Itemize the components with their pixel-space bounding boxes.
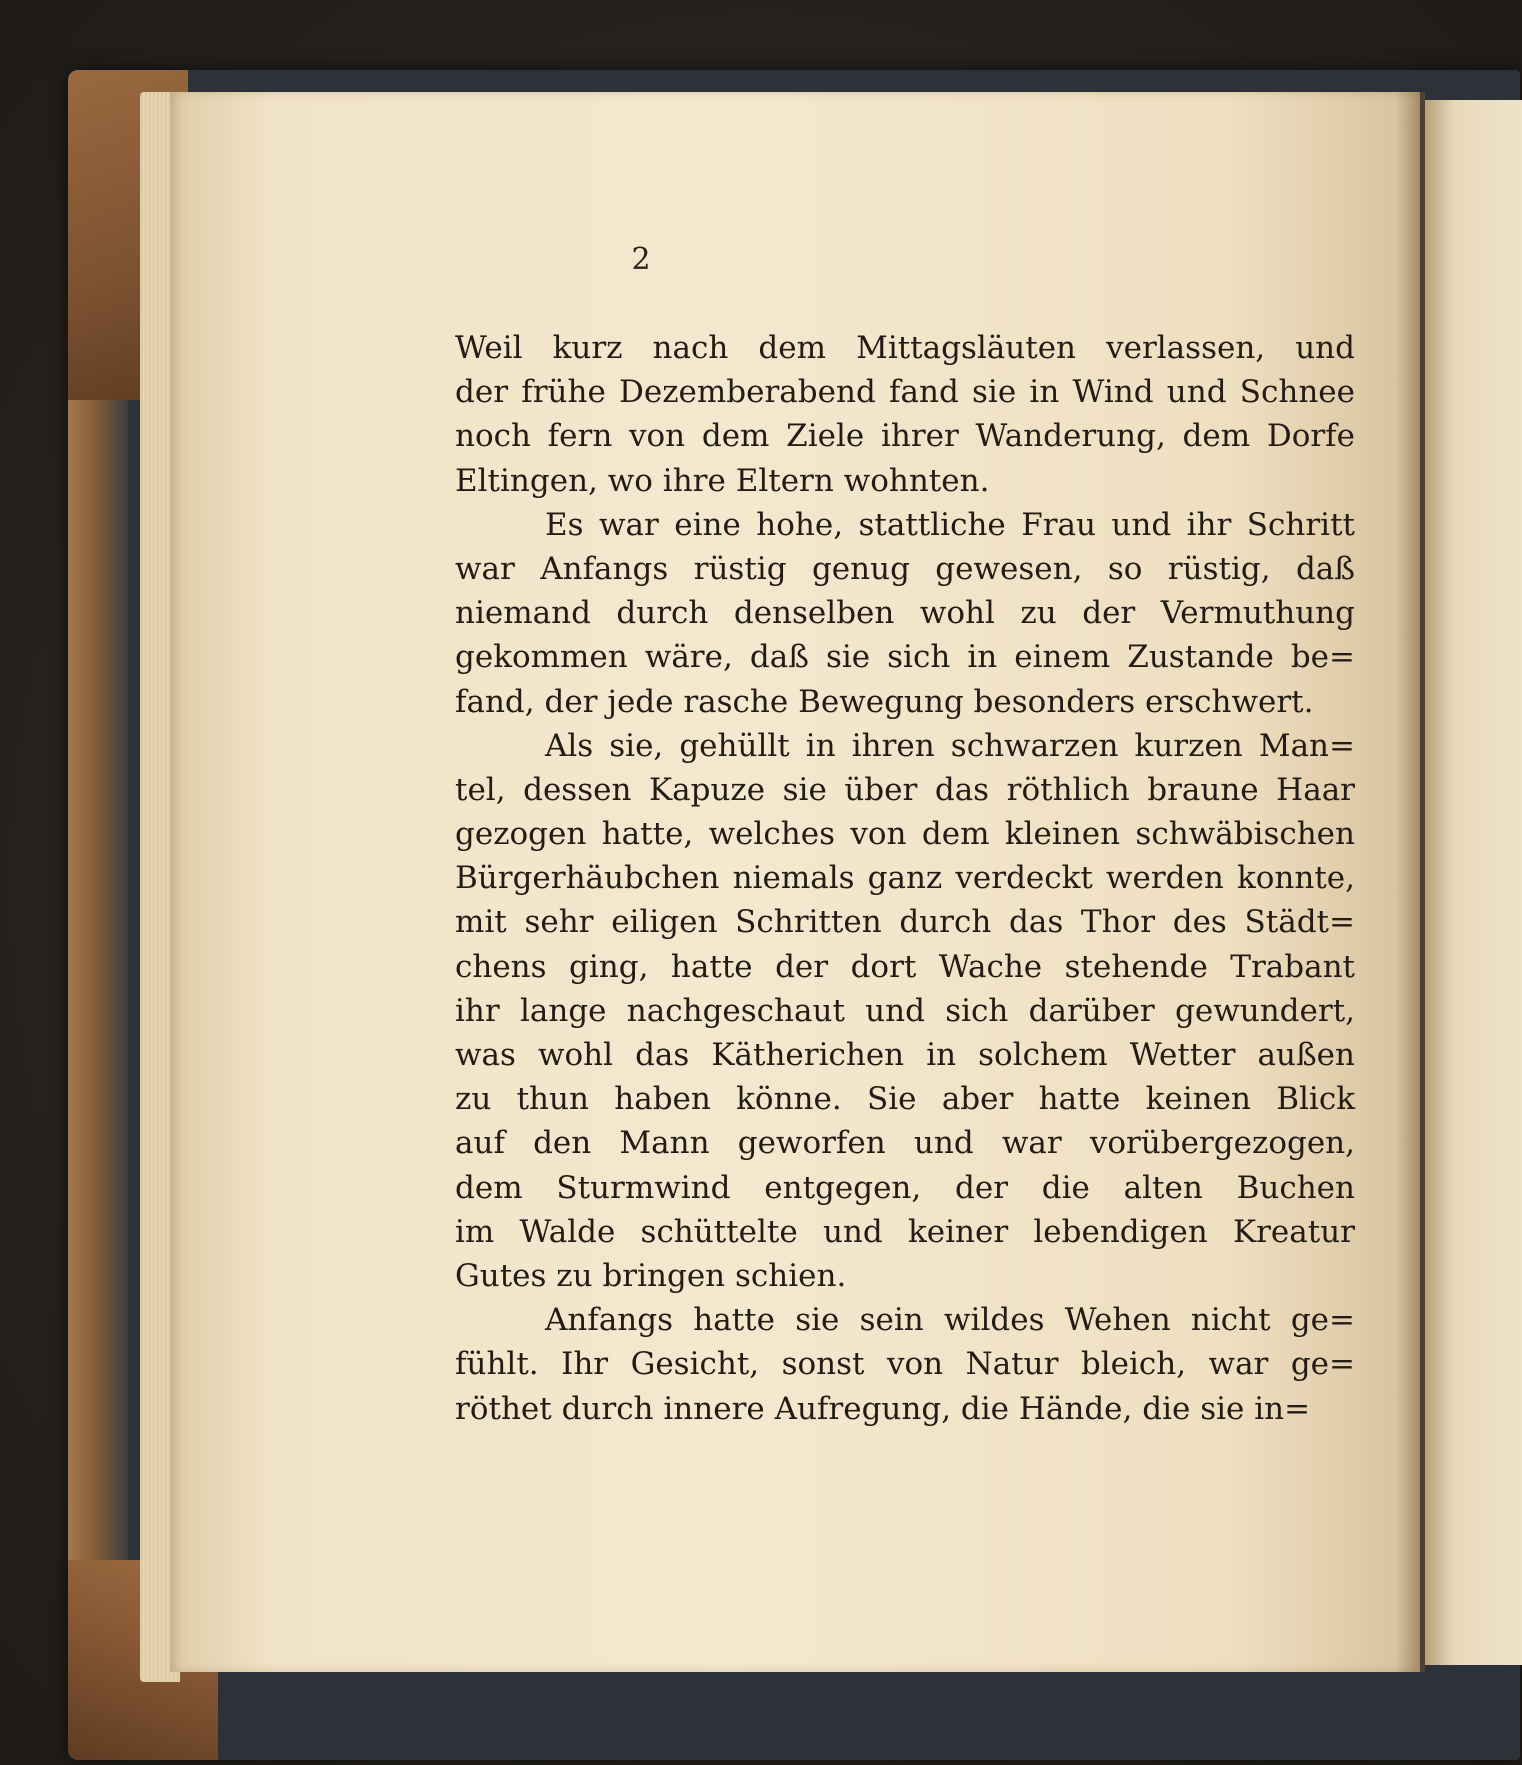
text-line: gezogen hatte, welches von dem kleinen schwäbischen	[455, 816, 1355, 853]
text-line: Anfangs hatte sie sein wildes Wehen nicht ge=	[545, 1302, 1355, 1339]
text-line: niemand durch denselben wohl zu der Vermuthung	[455, 595, 1355, 632]
paragraph	[455, 1298, 1355, 1431]
text-line: ihr lange nachgeschaut und sich darüber gewundert,	[455, 992, 1355, 1029]
body-text	[455, 326, 1355, 1431]
cover-leather-spine	[68, 380, 128, 1580]
text-line: was wohl das Kätherichen in solchem Wetter außen	[455, 1037, 1355, 1073]
text-line: Es war eine hohe, stattliche Frau und ihr Schritt	[545, 506, 1355, 543]
text-line: mit sehr eiligen Schritten durch das Thor des Städt=	[455, 904, 1355, 941]
text-line: zu thun haben könne. Sie aber hatte keinen Blick	[455, 1081, 1355, 1118]
text-line: Als sie, gehüllt in ihren schwarzen kurzen Man=	[545, 727, 1355, 764]
paragraph	[455, 724, 1355, 1298]
page-number: 2	[631, 242, 651, 277]
facing-page	[1425, 100, 1522, 1665]
text-line: der frühe Dezemberabend fand sie in Wind und Schnee	[455, 374, 1355, 411]
text-line: noch fern von dem Ziele ihrer Wanderung, dem Dorfe	[455, 418, 1355, 455]
text-line: war Anfangs rüstig genug gewesen, so rüstig, daß	[455, 550, 1355, 587]
text-line: im Walde schüttelte und keiner lebendigen Kreatur	[455, 1213, 1355, 1250]
text-line: tel, dessen Kapuze sie über das röthlich braune Haar	[455, 771, 1355, 808]
text-line: Gutes zu bringen schien.	[455, 1257, 847, 1294]
text-line: auf den Mann geworfen und war vorübergezogen,	[455, 1125, 1355, 1162]
text-line: chens ging, hatte der dort Wache stehende Trabant	[455, 948, 1355, 985]
text-line: röthet durch innere Aufregung, die Hände, die sie in=	[455, 1390, 1311, 1427]
text-line: fand, der jede rasche Bewegung besonders erschwert.	[455, 683, 1314, 720]
text-line: Weil kurz nach dem Mittagsläuten verlassen, und	[455, 330, 1355, 366]
page-gutter	[1395, 92, 1425, 1672]
paragraph	[455, 326, 1355, 503]
text-line: gekommen wäre, daß sie sich in einem Zustande be=	[455, 639, 1355, 676]
text-line: dem Sturmwind entgegen, der die alten Buchen	[455, 1169, 1355, 1206]
text-line: Eltingen, wo ihre Eltern wohnten.	[455, 462, 990, 499]
text-line: fühlt. Ihr Gesicht, sonst von Natur bleich, war ge=	[455, 1346, 1355, 1383]
paragraph	[455, 503, 1355, 724]
text-line: Bürgerhäubchen niemals ganz verdeckt werden konnte,	[455, 860, 1355, 897]
